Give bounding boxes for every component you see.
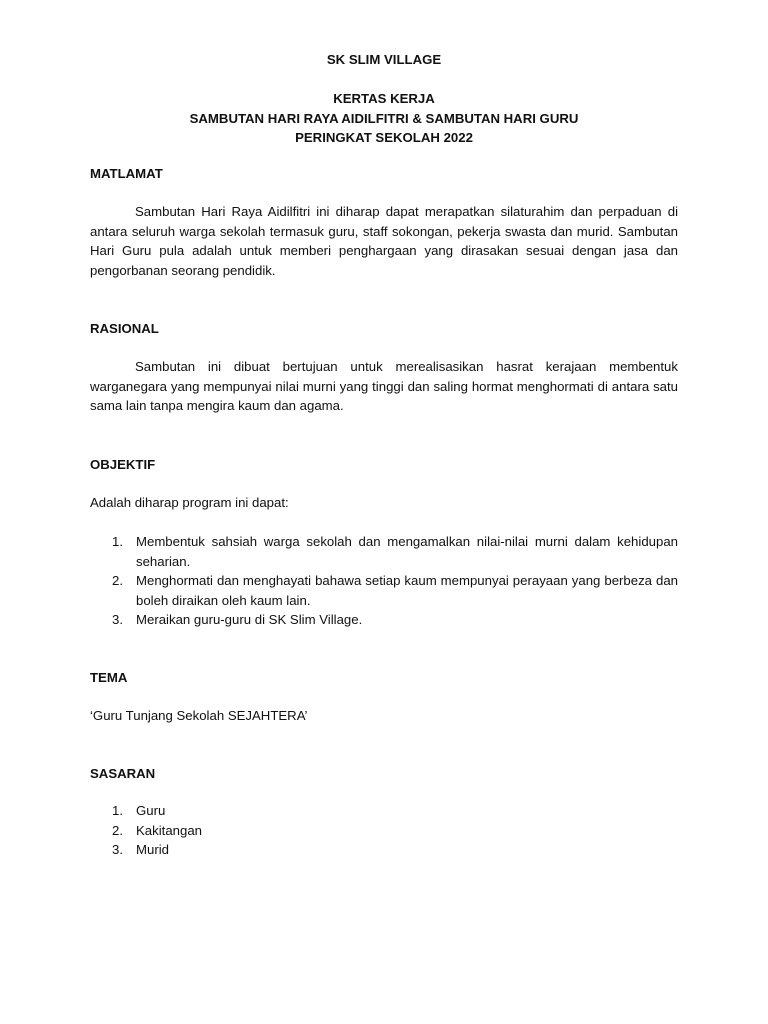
objektif-list [90, 532, 678, 630]
list-text: Guru [136, 803, 166, 818]
list-text: Membentuk sahsiah warga sekolah dan mengamalkan nilai-nilai murni dalam kehidupan seharian. [136, 534, 678, 569]
list-number: 1. [112, 534, 123, 549]
tema-heading: TEMA [90, 670, 128, 685]
list-number: 3. [112, 612, 123, 628]
tema-text: ‘Guru Tunjang Sekolah SEJAHTERA’ [90, 708, 308, 723]
school-name: SK SLIM VILLAGE [326, 52, 442, 67]
rasional-paragraph: Sambutan ini dibuat bertujuan untuk merealisasikan hasrat kerajaan membentuk warganegara yang mempunyai nilai murni yang tinggi dan saling hormat menghormati di antara satu sama lain tanpa mengira kaum dan agama. [90, 359, 678, 414]
document-type: KERTAS KERJA [333, 91, 435, 106]
list-number: 2. [112, 822, 123, 838]
list-item [90, 840, 678, 860]
list-text: Menghormati dan menghayati bahawa setiap kaum mempunyai perayaan yang berbeza dan boleh diraikan oleh kaum lain. [136, 573, 678, 608]
sasaran-list [90, 801, 678, 860]
rasional-heading: RASIONAL [90, 321, 159, 336]
list-number: 3. [112, 842, 123, 858]
list-item [90, 532, 678, 571]
list-text: Meraikan guru-guru di SK Slim Village. [136, 612, 363, 628]
list-text: Murid [136, 842, 169, 858]
list-number: 1. [112, 803, 123, 818]
event-level: PERINGKAT SEKOLAH 2022 [295, 130, 473, 145]
matlamat-paragraph: Sambutan Hari Raya Aidilfitri ini diharap dapat merapatkan silaturahim dan perpaduan di antara seluruh warga sekolah termasuk guru, staff sokongan, pekerja swasta dan murid. Sambutan Hari Guru pula adalah untuk memberi penghargaan yang dirasakan sesuai dengan jasa dan pengorbanan seorang pendidik. [90, 204, 678, 278]
list-number: 2. [112, 573, 123, 589]
objektif-heading: OBJEKTIF [90, 457, 156, 472]
list-item [90, 610, 678, 630]
objektif-intro: Adalah diharap program ini dapat: [90, 495, 289, 510]
list-item [90, 571, 678, 610]
event-title: SAMBUTAN HARI RAYA AIDILFITRI & SAMBUTAN HARI GURU [189, 111, 579, 126]
list-item [90, 821, 678, 841]
list-item [90, 801, 678, 821]
matlamat-heading: MATLAMAT [90, 166, 163, 181]
sasaran-heading: SASARAN [90, 766, 156, 781]
list-text: Kakitangan [136, 822, 202, 838]
